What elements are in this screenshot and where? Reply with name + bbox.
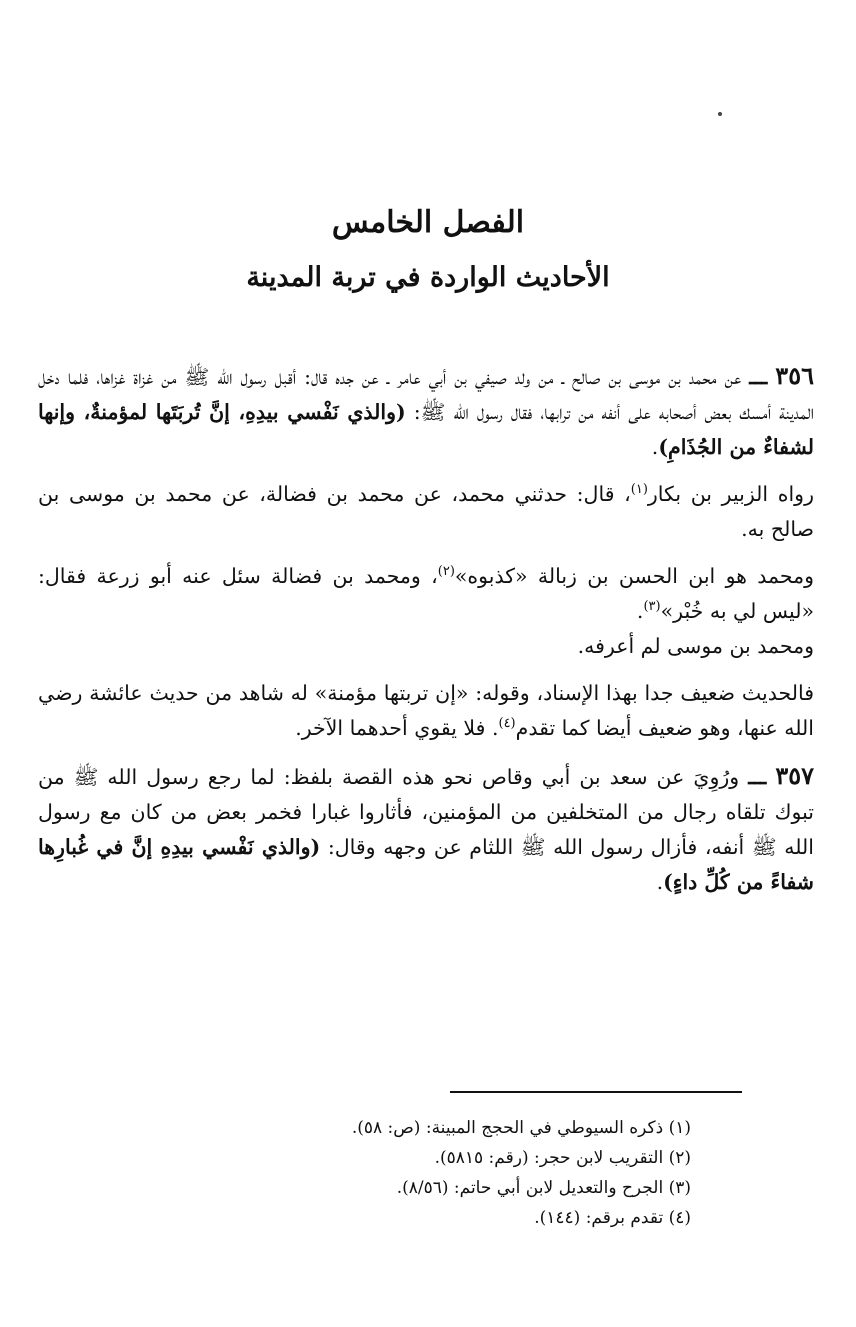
footnote-ref: (١) xyxy=(630,482,648,498)
prophetic-quote: (والذي نَفْسي بيدِهِ إنَّ في غُبارِها شفاءً من كُلِّ داءٍ) xyxy=(38,835,814,894)
narration-paragraph xyxy=(38,477,814,547)
hadith-text: عن محمد بن موسى بن صالح ـ من ولد صيفي بن أبي عامر ـ عن جده قال: أقبل رسول الله ﷺ من غزاة غزاها، فلما دخل المدينة أمسك بعض أصحابه على أنفه من ترابها، فقال رسول الله ﷺ: xyxy=(38,365,814,424)
footnote-4: (٤) تقدم برقم: (١٤٤). xyxy=(534,1208,691,1228)
hadith-number: ٣٥٧ xyxy=(775,761,814,790)
hadith-end: . xyxy=(651,435,659,459)
footnote-3: (٣) الجرح والتعديل لابن أبي حاتم: (٨/٥٦). xyxy=(396,1178,691,1198)
prophetic-quote: (والذي نَفْسي بيدِهِ، إنَّ تُربَتَها لمؤمنةٌ، وإنها لشفاءٌ من الجُذَامِ) xyxy=(38,400,814,459)
print-speck xyxy=(718,112,722,116)
hadith-text: ورُوِيَ عن سعد بن أبي وقاص نحو هذه القصة بلفظ: لما رجع رسول الله ﷺ من تبوك تلقاه رجال من المتخلفين من المؤمنين، فأثاروا غبارا فخمر بعض من كان مع رسول الله ﷺ أنفه، فأزال رسول الله ﷺ اللثام عن وجهه وقال: xyxy=(38,765,814,859)
narrator-note-paragraph xyxy=(38,559,814,629)
hadith-number: ٣٥٦ xyxy=(775,361,814,390)
narrator-note-text: . xyxy=(636,599,644,623)
chapter-title: الفصل الخامس xyxy=(331,205,525,240)
assessment-text: . فلا يقوي أحدهما الآخر. xyxy=(295,716,499,740)
footnote-1: (١) ذكره السيوطي في الحجج المبينة: (ص: ٥٨). xyxy=(351,1118,691,1138)
assessment-text: فالحديث ضعيف جدا بهذا الإسناد، وقوله: «إن تربتها مؤمنة» له شاهد من حديث عائشة رضي الله عنها، وهو ضعيف أيضا كما تقدم xyxy=(38,681,814,740)
footnotes xyxy=(171,1113,691,1233)
narrator-note-text: ، ومحمد بن فضالة سئل عنه أبو زرعة فقال: «ليس لي به خُبْر» xyxy=(38,564,814,623)
narration-text: ، قال: حدثني محمد، عن محمد بن فضالة، عن محمد بن موسى بن صالح به. xyxy=(38,482,814,541)
main-text xyxy=(38,358,814,900)
narrator-note-text: ومحمد هو ابن الحسن بن زبالة «كذبوه» xyxy=(454,564,815,588)
hadith-357 xyxy=(38,758,814,900)
hadith-356 xyxy=(38,358,814,465)
footnote-ref: (٣) xyxy=(643,599,661,615)
hadith-end: . xyxy=(656,870,664,894)
footnote-ref: (٢) xyxy=(437,564,455,580)
section-title: الأحاديث الواردة في تربة المدينة xyxy=(246,262,610,293)
narration-text: رواه الزبير بن بكار xyxy=(647,482,814,506)
hadith-dash: ـــ xyxy=(748,765,767,789)
unknown-narrator-note: ومحمد بن موسى لم أعرفه. xyxy=(577,634,814,658)
footnote-2: (٢) التقريب لابن حجر: (رقم: ٥٨١٥). xyxy=(434,1148,691,1168)
hadith-dash: ـــ xyxy=(749,365,768,389)
footnote-separator xyxy=(450,1091,742,1093)
assessment-paragraph xyxy=(38,676,814,746)
footnote-ref: (٤) xyxy=(498,716,516,732)
